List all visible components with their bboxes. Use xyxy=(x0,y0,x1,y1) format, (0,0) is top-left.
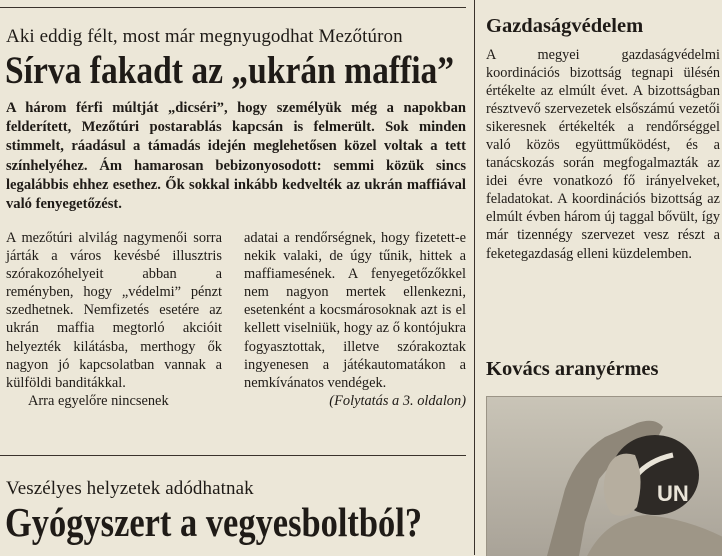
main-lead: A három férfi múltját „dicséri”, hogy személyük még a napokban felderített, Mezőtúri postarablás kapcsán is felmerült. Sok minden stimmelt, ráadásul a támadás idején meglehetősen közel voltak a tett színhelyéhez. Ám hamarosan bebizonyosodott: semmi közük sincs legalábbis ehhez esethez. Ők sokkal inkább kedvelték az ukrán maffiával való fenyegetőzést. xyxy=(6,100,466,213)
photo-title: Kovács aranyérmes xyxy=(486,358,659,380)
continued-link[interactable]: (Folytatás a 3. oldalon) xyxy=(329,392,466,409)
second-kicker: Veszélyes helyzetek adódhatnak xyxy=(6,478,254,499)
column-1-paragraph: A mezőtúri alvilág nagymenői sorra járták a város kevésbé illusztris szórakozóhelyeit abban a reményben, hogy „védelmi” pénzt szedhetnek. Nemfizetés esetére az ukrán maffia megtorló akcióit helyezték kilátásba, merthogy ők nagyon jó kapcsolatban vannak a külföldi banditákkal. xyxy=(6,230,222,391)
main-kicker: Aki eddig félt, most már megnyugodhat Mezőtúron xyxy=(6,26,403,47)
article-divider xyxy=(0,455,466,456)
column-divider xyxy=(474,0,475,555)
column-2-paragraph: adatai a rendőrségnek, hogy fizetett-e nekik valaki, de úgy tűnik, hittek a maffiamesének. A fenyegetőzőkkel nem nagyon mertek ellenkezni, esetenként a kocsmárosoknak azt is el kellett viselniük, hogy az ő kontójukra fogyasztottak, illetve szórakoztak ingyenesen a játékautomatákon a nemkívánatos vendégek. xyxy=(244,230,466,391)
swimmer-illustration xyxy=(487,397,722,556)
sidebar-title: Gazdaságvédelem xyxy=(486,15,644,37)
article-column-2 xyxy=(244,229,466,410)
svg-text:UN: UN xyxy=(657,481,689,506)
article-column-1 xyxy=(6,229,222,410)
column-1-paragraph-2: Arra egyelőre nincsenek xyxy=(28,392,169,409)
second-headline: Gyógyszert a vegyesboltból? xyxy=(5,499,423,545)
sidebar-text: A megyei gazdaságvédelmi koordinációs bizottság tegnapi ülésén értékelte az elmúlt évet. A bizottságban résztvevő szervezetek elsőszámú vezetői sikeresnek értékelték a rendőrséggel való közös együttműködést, és a tanácskozás során megfogalmazták az idei évre vonatkozó fő irányelveket, feladatokat. A koordinációs bizottság az elmúlt évben három új taggal bővült, így már tizennégy szervezet vesz részt a feketegazdaság elleni küzdelemben. xyxy=(486,47,720,262)
swimmer-photo xyxy=(486,396,722,556)
top-rule xyxy=(0,7,466,8)
main-headline: Sírva fakadt az „ukrán maffia” xyxy=(5,49,455,92)
